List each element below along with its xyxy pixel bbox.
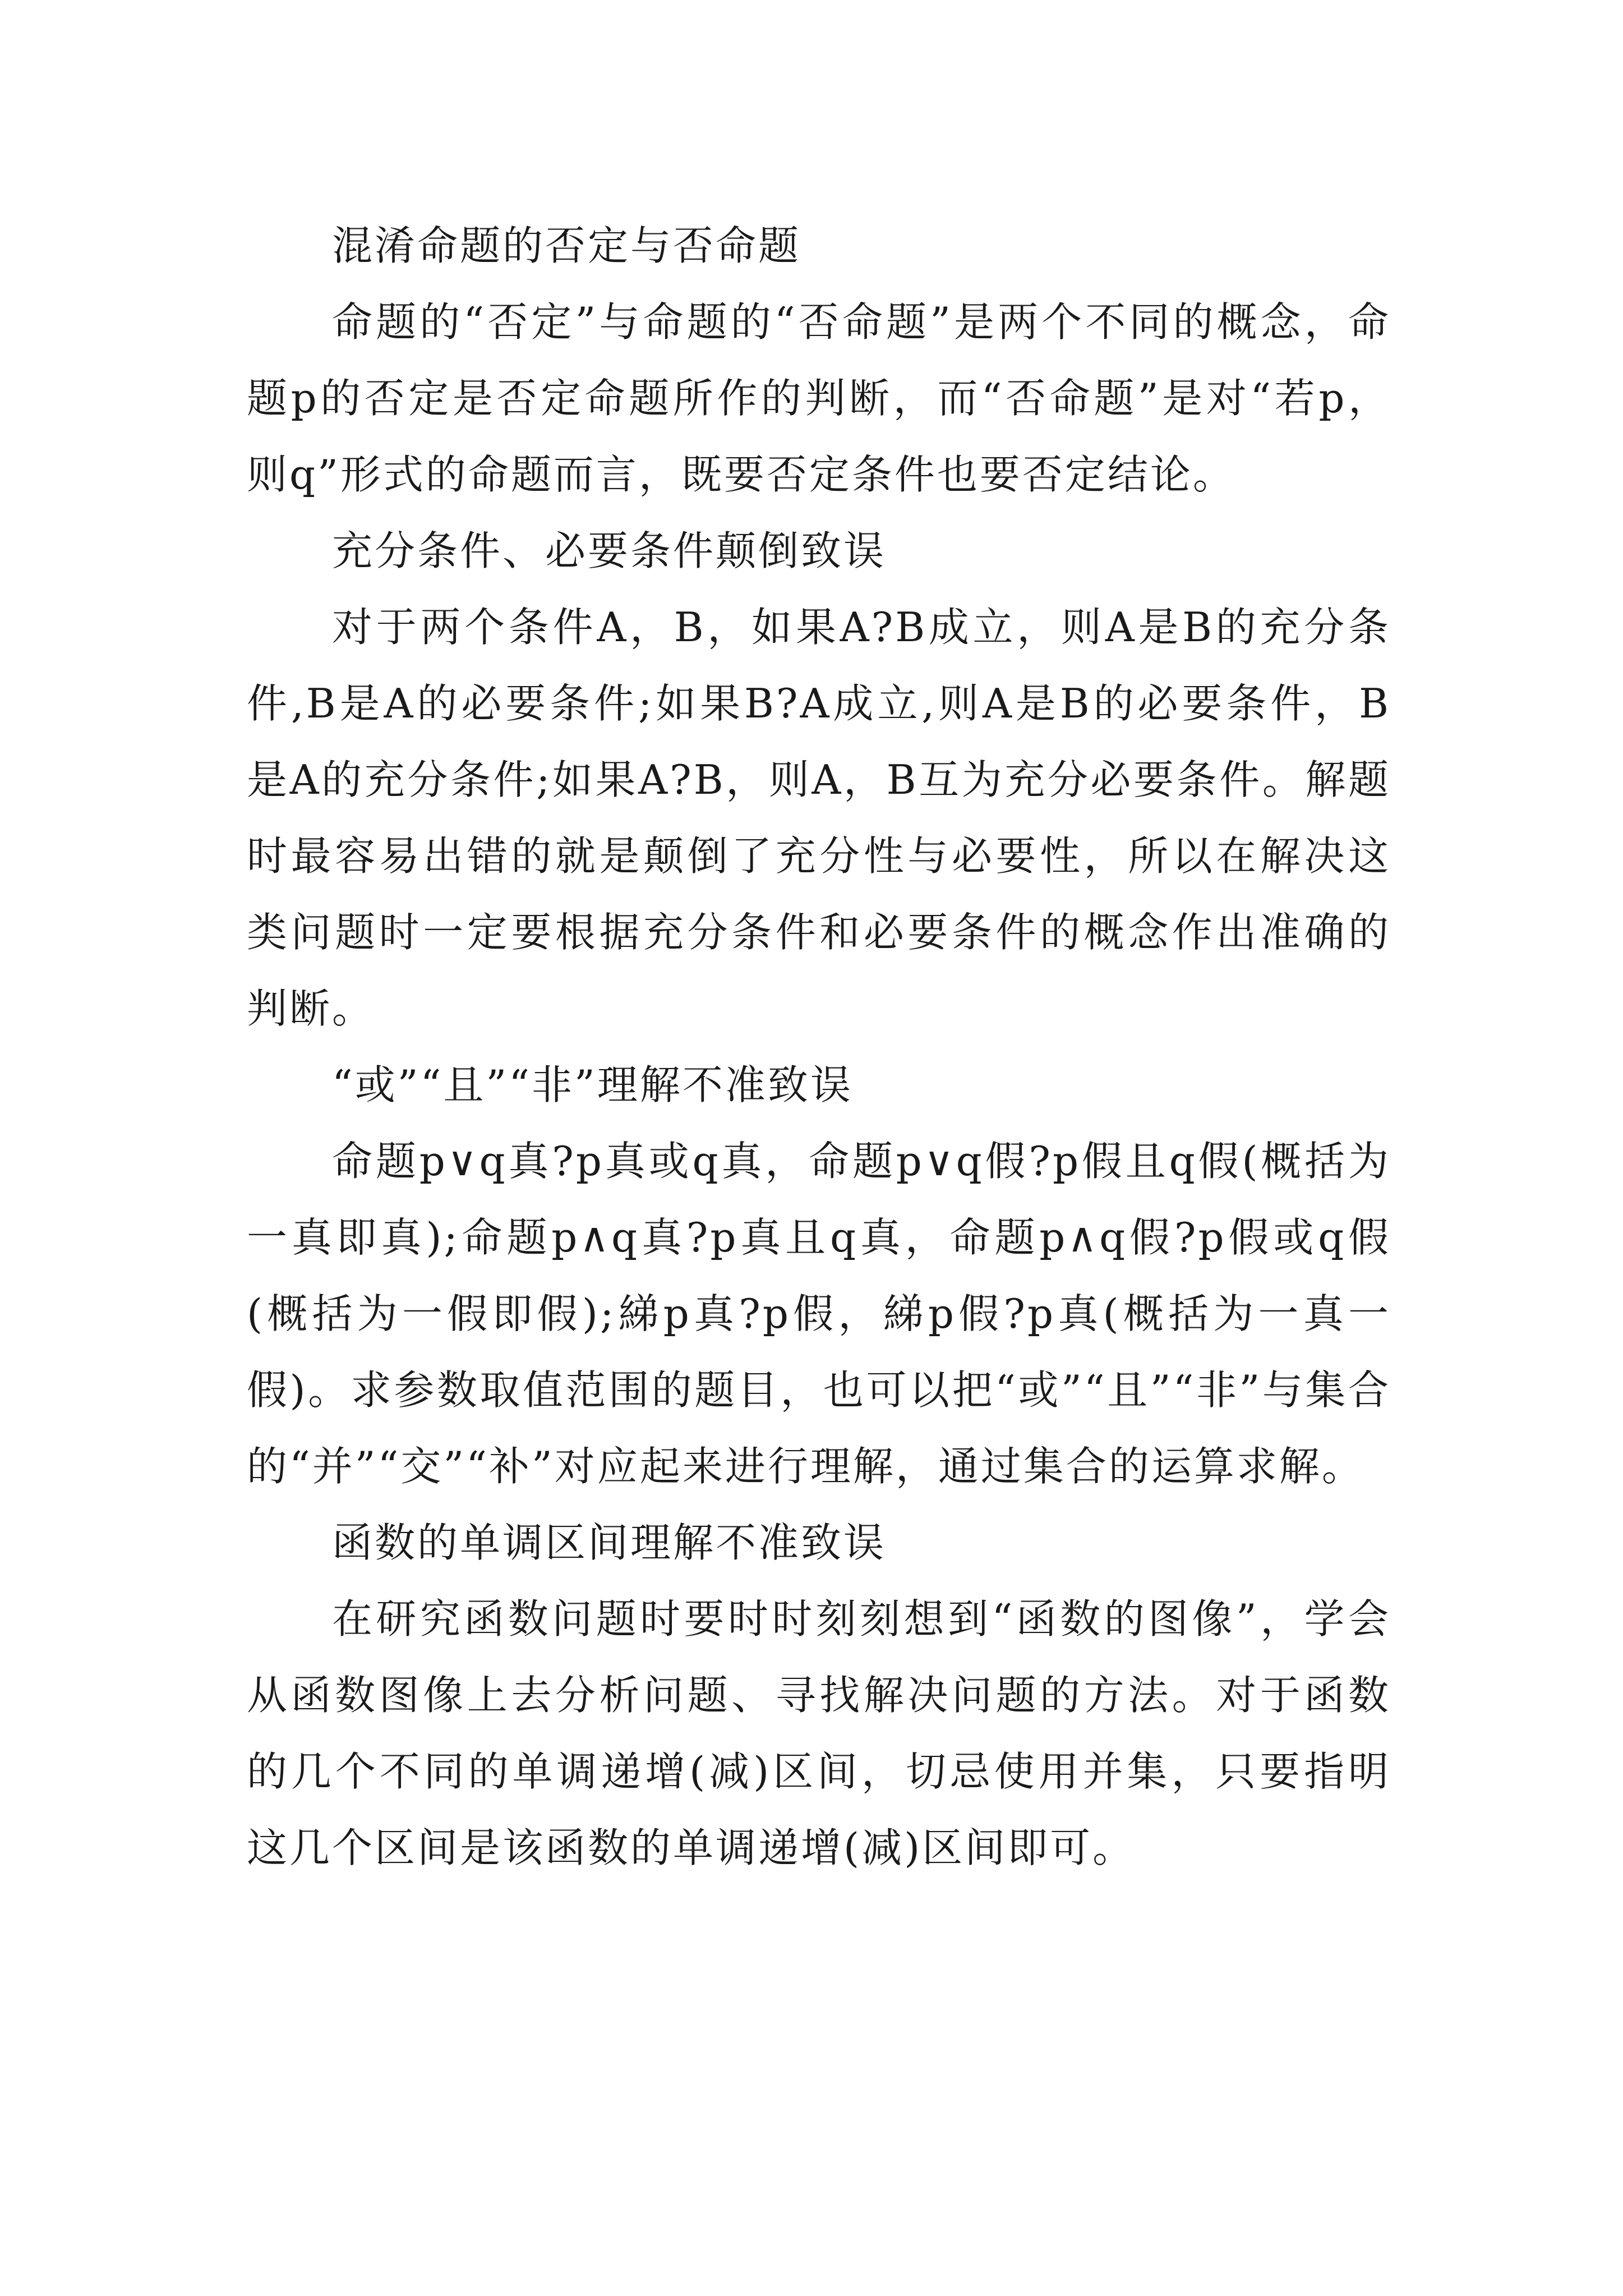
section-heading: 函数的单调区间理解不准致误 bbox=[332, 1519, 887, 1566]
document-body bbox=[247, 208, 1391, 1886]
section-heading: “或”“且”“非”理解不准致误 bbox=[332, 1061, 853, 1108]
section-paragraph: 对于两个条件A，B，如果A?B成立，则A是B的充分条件,B是A的必要条件;如果B?A成立,则A是B的必要条件，B是A的充分条件;如果A?B，则A，B互为充分必要条件。解题时最容易出错的就是颠倒了充分性与必要性，所以在解决这类问题时一定要根据充分条件和必要条件的概念作出准确的判断。 bbox=[247, 604, 1391, 1032]
section-heading: 充分条件、必要条件颠倒致误 bbox=[332, 527, 887, 574]
section-paragraph: 命题p∨q真?p真或q真，命题p∨q假?p假且q假(概括为一真即真);命题p∧q真?p真且q真，命题p∧q假?p假或q假(概括为一假即假);綈p真?p假，綈p假?p真(概括为一真一假)。求参数取值范围的题目，也可以把“或”“且”“非”与集合的“并”“交”“补”对应起来进行理解，通过集合的运算求解。 bbox=[247, 1138, 1391, 1490]
section-heading: 混淆命题的否定与否命题 bbox=[332, 222, 801, 269]
section-paragraph: 在研究函数问题时要时时刻刻想到“函数的图像”，学会从函数图像上去分析问题、寻找解决问题的方法。对于函数的几个不同的单调递增(减)区间，切忌使用并集，只要指明这几个区间是该函数的单调递增(减)区间即可。 bbox=[247, 1595, 1391, 1871]
section-paragraph: 命题的“否定”与命题的“否命题”是两个不同的概念，命题p的否定是否定命题所作的判断，而“否命题”是对“若p，则q”形式的命题而言，既要否定条件也要否定结论。 bbox=[247, 298, 1391, 498]
